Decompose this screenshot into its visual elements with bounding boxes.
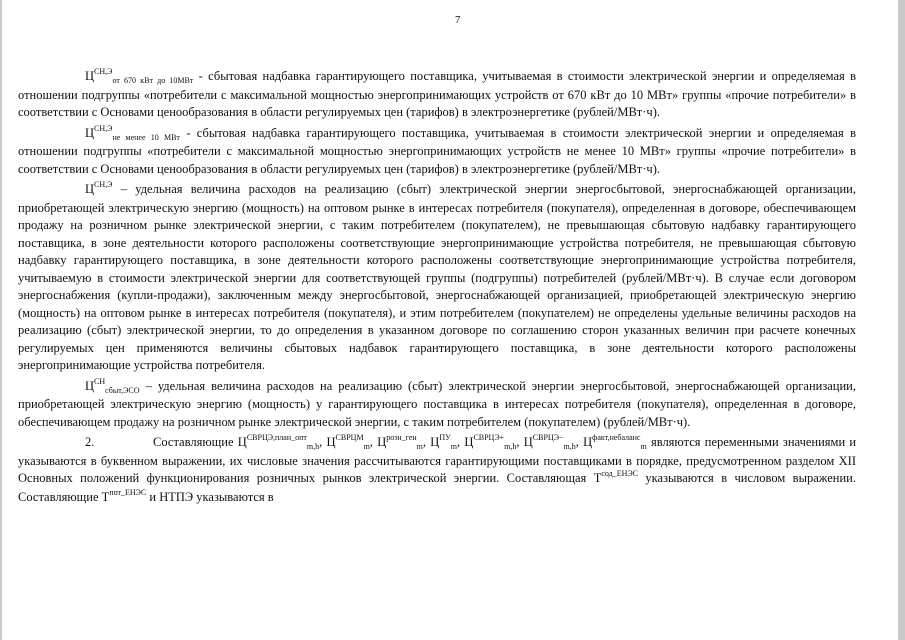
paragraph-5: 2. Составляющие $Ц^{СВРЦЭ,план\_опт}_{m,h}$, $Ц^{СВРЦМ}_m$, $Ц^{розн\_ген}_m$, $Ц^{ПУ}_m$, $Ц^{СВРЦЭ+}_{m,h}$, $Ц^{СВРЦЭ-}_{m,h}$, $Ц^{факт,небаланс}_m$ являются переменными значениями и указываются в буквенном выражении, их числовые значения рассчитываются гарантирующими поставщиками в порядке, предусмотренном разделом XII Основных положений функционирования розничных рынков электрической энергии. Составляющая $T^{сод\_ЕНЭС}$ указываются в числовом выражении. Составляющие $T^{пот\_ЕНЭС}$ и НТПЭ указываются в	[18, 433, 857, 504]
formula-symbol: $Ц^{СВРЦЭ-}_{m,h}$	[523, 433, 576, 451]
formula-symbol: $Ц^{СН}_{сбыт,ЭСО}$	[85, 376, 140, 395]
document-page	[2, 0, 898, 640]
formula-symbol: $Ц^{СВРЦЭ,план\_опт}_{m,h}$	[237, 433, 320, 451]
formula-symbol: $T^{сод\_ЕНЭС}$	[593, 469, 638, 485]
formula-symbol: $Ц^{факт,небаланс}_m$	[583, 433, 647, 451]
formula-symbol: $Ц^{СВРЦМ}_m$	[326, 433, 370, 451]
paragraph-text: – удельная величина расходов на реализацию (сбыт) электрической энергии энергосбытовой, энергоснабжающей организации, приобретающей электрическую энергию (мощность) на оптовом рынке в интересах потребителя (покупателя), определенная в договоре, обеспечивающем продажу на розничном рынке электрической энергии, с таким потребителем (покупателем), не превышающая сбытовую надбавку гарантирующего поставщика, в зоне деятельности которого расположены соответствующие энергопринимающие устройства потребителя, не превышающая сбытовую надбавку гарантирующего поставщика, в зоне деятельности которого расположены соответствующие энергопринимающие устройства потребителя, учитываемую в стоимости электрической энергии для соответствующей группы (подгруппы) потребителей (рублей/МВт·ч). В случае если договором энергоснабжения (купли-продажи), заключенным между энергосбытовой, энергоснабжающей организацией, приобретающей электрическую энергию (мощность) на оптовом рынке в интересах потребителя (покупателя), и этим потребителем (покупателем) не определены удельные величины расходов на реализацию (сбыт) электрической энергии, то до определения в указанном договоре по соглашению сторон указанных величин при расчете конечных регулируемых цен применяются величины сбытовых надбавок гарантирующего поставщика, в зоне деятельности которого расположены энергопринимающие устройства потребителя.	[18, 182, 856, 372]
paragraph-text: являются переменными значениями и указываются в буквенном выражении, их числовые значения рассчитываются гарантирующими поставщиками в порядке, предусмотренном разделом XII Основных положений функционирования розничных рынков электрической энергии. Составляющая	[18, 435, 857, 485]
page-number: 7	[455, 14, 461, 26]
formula-symbol: $Ц^{розн\_ген}_m$	[377, 433, 423, 451]
formula-symbol: $T^{пот\_ЕНЭС}$	[101, 487, 147, 504]
paragraph-1	[18, 68, 856, 122]
formula-symbol: $Ц^{ПУ}_m$	[430, 433, 458, 451]
formula-symbol: $Ц^{СН,Э}_{от 670 кВт до 10МВт}$	[85, 67, 194, 85]
paragraph-2	[18, 125, 856, 179]
paragraph-text: - сбытовая надбавка гарантирующего поставщика, учитываемая в стоимости электрической энергии и определяемая в отношении подгруппы «потребители с максимальной мощностью энергопринимающих устройств не менее 10 МВт» группы «прочие потребители» в соответствии с Основами ценообразования в области регулируемых цен (тарифов) в электроэнергетике (рублей/МВт·ч).	[18, 125, 856, 176]
paragraph-text: - сбытовая надбавка гарантирующего поставщика, учитываемая в стоимости электрической энергии и определяемая в отношении подгруппы «потребители с максимальной мощностью энергопринимающих устройств от 670 кВт до 10 МВт» группы «прочие потребители» в соответствии с Основами ценообразования в области регулируемых цен (тарифов) в электроэнергетике (рублей/МВт·ч).	[18, 69, 856, 119]
formula-symbol: $Ц^{СН,Э}$	[85, 180, 113, 196]
formula-symbol: $Ц^{СВРЦЭ+}_{m,h}$	[464, 433, 517, 451]
document-body	[18, 68, 856, 510]
formula-symbol: $Ц^{СН,Э}_{не менее 10 МВт}$	[85, 123, 180, 142]
paragraph-3	[18, 181, 856, 375]
list-number: 2.	[85, 435, 95, 449]
paragraph-4	[18, 378, 856, 432]
paragraph-text: – удельная величина расходов на реализацию (сбыт) электрической энергии энергосбытовой, энергоснабжающей организации, приобретающей электрическую энергию (мощность) у гарантирующего поставщика в интересах потребителя (покупателя), определенная в договоре, обеспечивающем продажу на розничном рынке электрической энергии, с таким потребителем (покупателем) (рублей/МВт·ч).	[18, 378, 856, 429]
